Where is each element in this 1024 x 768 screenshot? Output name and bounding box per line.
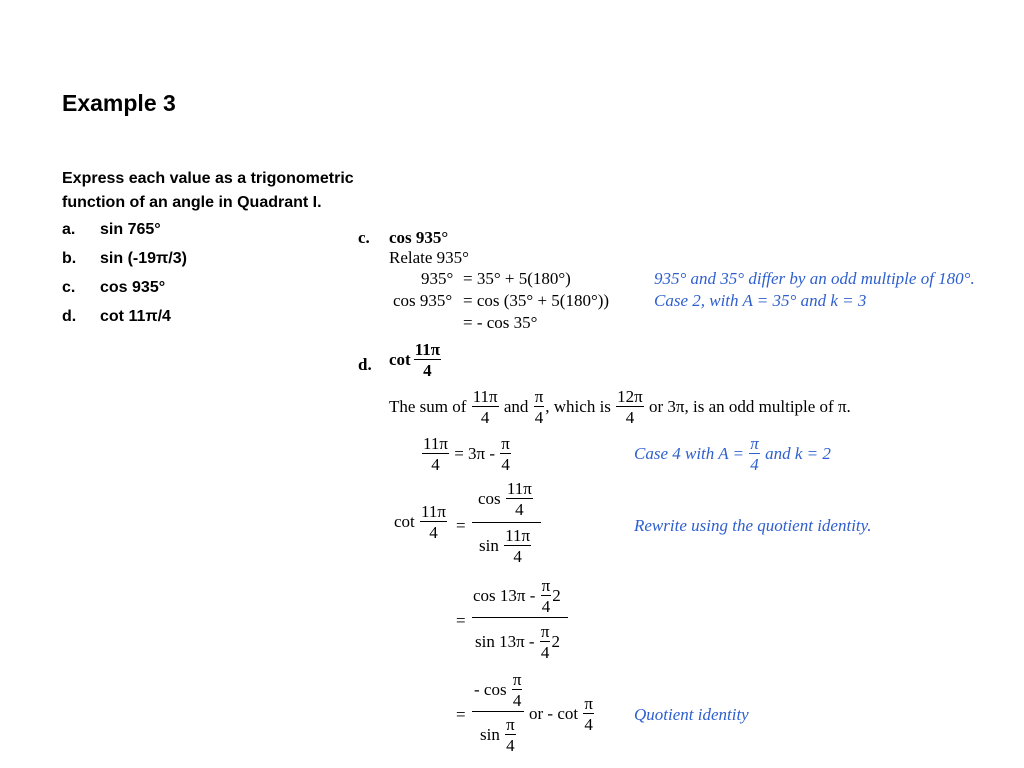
fraction-pi-over-4: $\frac{\pi}{4}$ [501,434,510,474]
part-c-step2-right: = cos (35° + 5(180°)) [463,291,610,310]
fraction-pi-over-4: $\frac{\pi}{4}$ [750,434,759,474]
fraction-12pi-over-4: $\frac{12\pi}{4}$ [617,387,643,427]
fraction-11pi-over-4: $\frac{11\pi}{4}$ [414,340,441,380]
fraction-11pi-over-4: $\frac{11\pi}{4}$ [506,479,532,519]
equals-sign: = [456,611,466,630]
problem-expr: cos 935° [100,279,166,296]
problem-label: a. [62,221,76,238]
fraction-bar [472,617,568,618]
instruction-text: Express each value as a trigonometric function of an angle in Quadrant I. [62,170,354,211]
quotient-numerator: cos $\frac{11\pi}{4}$ [478,479,532,519]
problem-label: b. [62,250,77,267]
part-d-heading [389,341,442,379]
quotient-note: Quotient identity [634,705,749,724]
slide-title: Example 3 [62,90,176,116]
problem-label: c. [62,279,76,296]
cot-lhs: cot $\frac{11\pi}{4}$ [394,502,446,542]
rewrite-note: Rewrite using the quotient identity. [634,516,872,535]
case4-note: Case 4 with A = $\frac{\pi}{4}$ and k = 2 [634,434,831,474]
fraction-bar [472,711,524,712]
problem-expr: sin 765° [100,221,161,238]
part-c-step3: = - cos 35° [463,313,538,332]
problem-a [62,221,161,239]
part-c-step2-left: cos 935° [393,291,453,310]
problem-b [62,250,187,268]
part-c-step1-note: 935° and 35° differ by an odd multiple of 180°. [654,269,975,288]
part-c-step2-note: Case 2, with A = 35° and k = 3 [654,291,867,310]
part-c-heading: cos 935° [389,228,449,247]
cot-text: cot [389,350,411,369]
fraction-bar [472,522,541,523]
problem-d [62,308,171,326]
part-c-relate: Relate 935° [389,248,469,267]
sin13-denominator: sin 13π - $\frac{\pi}{4}$ 2 [475,622,560,662]
part-d-label: d. [358,355,372,374]
equals-sign: = [456,516,466,535]
fraction-pi-over-4: $\frac{\pi}{4}$ [512,670,522,710]
fraction-pi-over-4: $\frac{\pi}{4}$ [506,715,515,755]
quotient-denominator: sin $\frac{11\pi}{4}$ [479,526,531,566]
part-c-label: c. [358,228,370,247]
fraction-pi-over-4: $\frac{\pi}{4}$ [540,622,550,662]
part-c-step1-right: = 35° + 5(180°) [463,269,571,288]
equals-sign: = [456,705,466,724]
problem-label: d. [62,308,77,325]
problem-c [62,279,165,297]
fraction-11pi-over-4: $\frac{11\pi}{4}$ [505,526,531,566]
problem-expr: sin (-19π/3) [100,250,187,267]
cos13-numerator: cos 13π - $\frac{\pi}{4}$ 2 [473,576,561,616]
fraction-pi-over-4: $\frac{\pi}{4}$ [534,387,544,427]
sin-denominator: sin $\frac{\pi}{4}$ [480,715,515,755]
fraction-11pi-over-4: $\frac{11\pi}{4}$ [421,502,446,542]
problem-expr: cot 11π/4 [100,308,171,325]
fraction-11pi-over-4: $\frac{11\pi}{4}$ [423,434,448,474]
part-c-step1-left: 935° [421,269,454,288]
or-neg-cot: or - cot $\frac{\pi}{4}$ [529,694,593,734]
neg-cos-numerator: - cos $\frac{\pi}{4}$ [474,670,522,710]
sum-sentence: The sum of $\frac{11\pi}{4}$ and $\frac{\pi}{4}$ , which is $\frac{12\pi}{4}$ or 3π, is an odd multiple of π. [389,387,851,427]
equation-decomposition: $\frac{11\pi}{4}$ = 3π - $\frac{\pi}{4}$ [423,434,510,474]
fraction-11pi-over-4: $\frac{11\pi}{4}$ [472,387,498,427]
fraction-pi-over-4: $\frac{\pi}{4}$ [584,694,593,734]
fraction-pi-over-4: $\frac{\pi}{4}$ [541,576,551,616]
